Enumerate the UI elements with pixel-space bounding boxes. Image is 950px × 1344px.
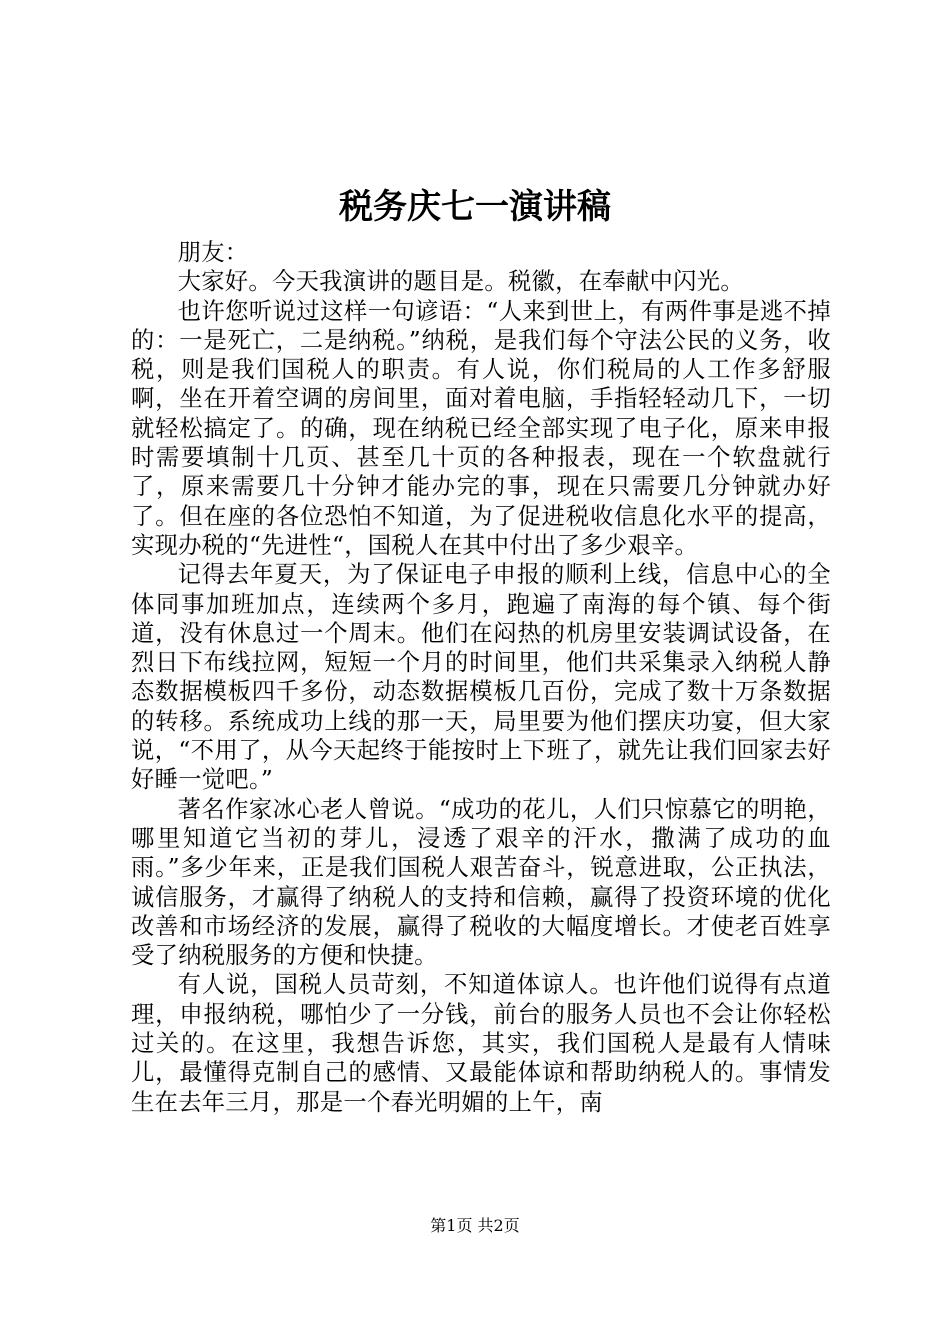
paragraph-greeting: 大家好。今天我演讲的题目是。税徽，在奉献中闪光。 <box>177 268 744 296</box>
document-body <box>131 238 831 1117</box>
paragraph-4: 有人说，国税人员苛刻，不知道体谅人。也许他们说得有点道理，申报纳税，哪怕少了一分钱，前台的服务人员也不会让你轻松过关的。在这里，我想告诉您，其实，我们国税人是最有人情味儿，最懂得克制自己的感情、又最能体谅和帮助纳税人的。事情发生在去年三月，那是一个春光明媚的上午，南 <box>131 971 831 1116</box>
document-title: 税务庆七一演讲稿 <box>339 187 611 227</box>
page-number-footer: 第1页 共2页 <box>430 1216 520 1235</box>
paragraph-2: 记得去年夏天，为了保证电子申报的顺利上线，信息中心的全体同事加班加点，连续两个多月，跑遍了南海的每个镇、每个街道，没有休息过一个周末。他们在闷热的机房里安装调试设备，在烈日下布线拉网，短短一个月的时间里，他们共采集录入纳税人静态数据模板四千多份，动态数据模板几百份，完成了数十万条数据的转移。系统成功上线的那一天，局里要为他们摆庆功宴，但大家说，“不用了，从今天起终于能按时上下班了，就先让我们回家去好好睡一觉吧。” <box>131 561 831 794</box>
salutation: 朋友： <box>177 239 249 266</box>
paragraph-1: 也许您听说过这样一句谚语：“人来到世上，有两件事是逃不掉的：一是死亡，二是纳税。”纳税，是我们每个守法公民的义务，收税，则是我们国税人的职责。有人说，你们税局的人工作多舒服啊，坐在开着空调的房间里，面对着电脑，手指轻轻动几下，一切就轻松搞定了。的确，现在纳税已经全部实现了电子化，原来申报时需要填制十几页、甚至几十页的各种报表，现在一个软盘就行了，原来需要几十分钟才能办完的事，现在只需要几分钟就办好了。但在座的各位恐怕不知道，为了促进税收信息化水平的提高，实现办税的“先进性“，国税人在其中付出了多少艰辛。 <box>131 297 831 559</box>
paragraph-3: 著名作家冰心老人曾说。“成功的花儿，人们只惊慕它的明艳，哪里知道它当初的芽儿，浸透了艰辛的汗水，撒满了成功的血雨。”多少年来，正是我们国税人艰苦奋斗，锐意进取，公正执法，诚信服务，才赢得了纳税人的支持和信赖，赢得了投资环境的优化改善和市场经济的发展，赢得了税收的大幅度增长。才使老百姓享受了纳税服务的方便和快捷。 <box>131 795 831 970</box>
